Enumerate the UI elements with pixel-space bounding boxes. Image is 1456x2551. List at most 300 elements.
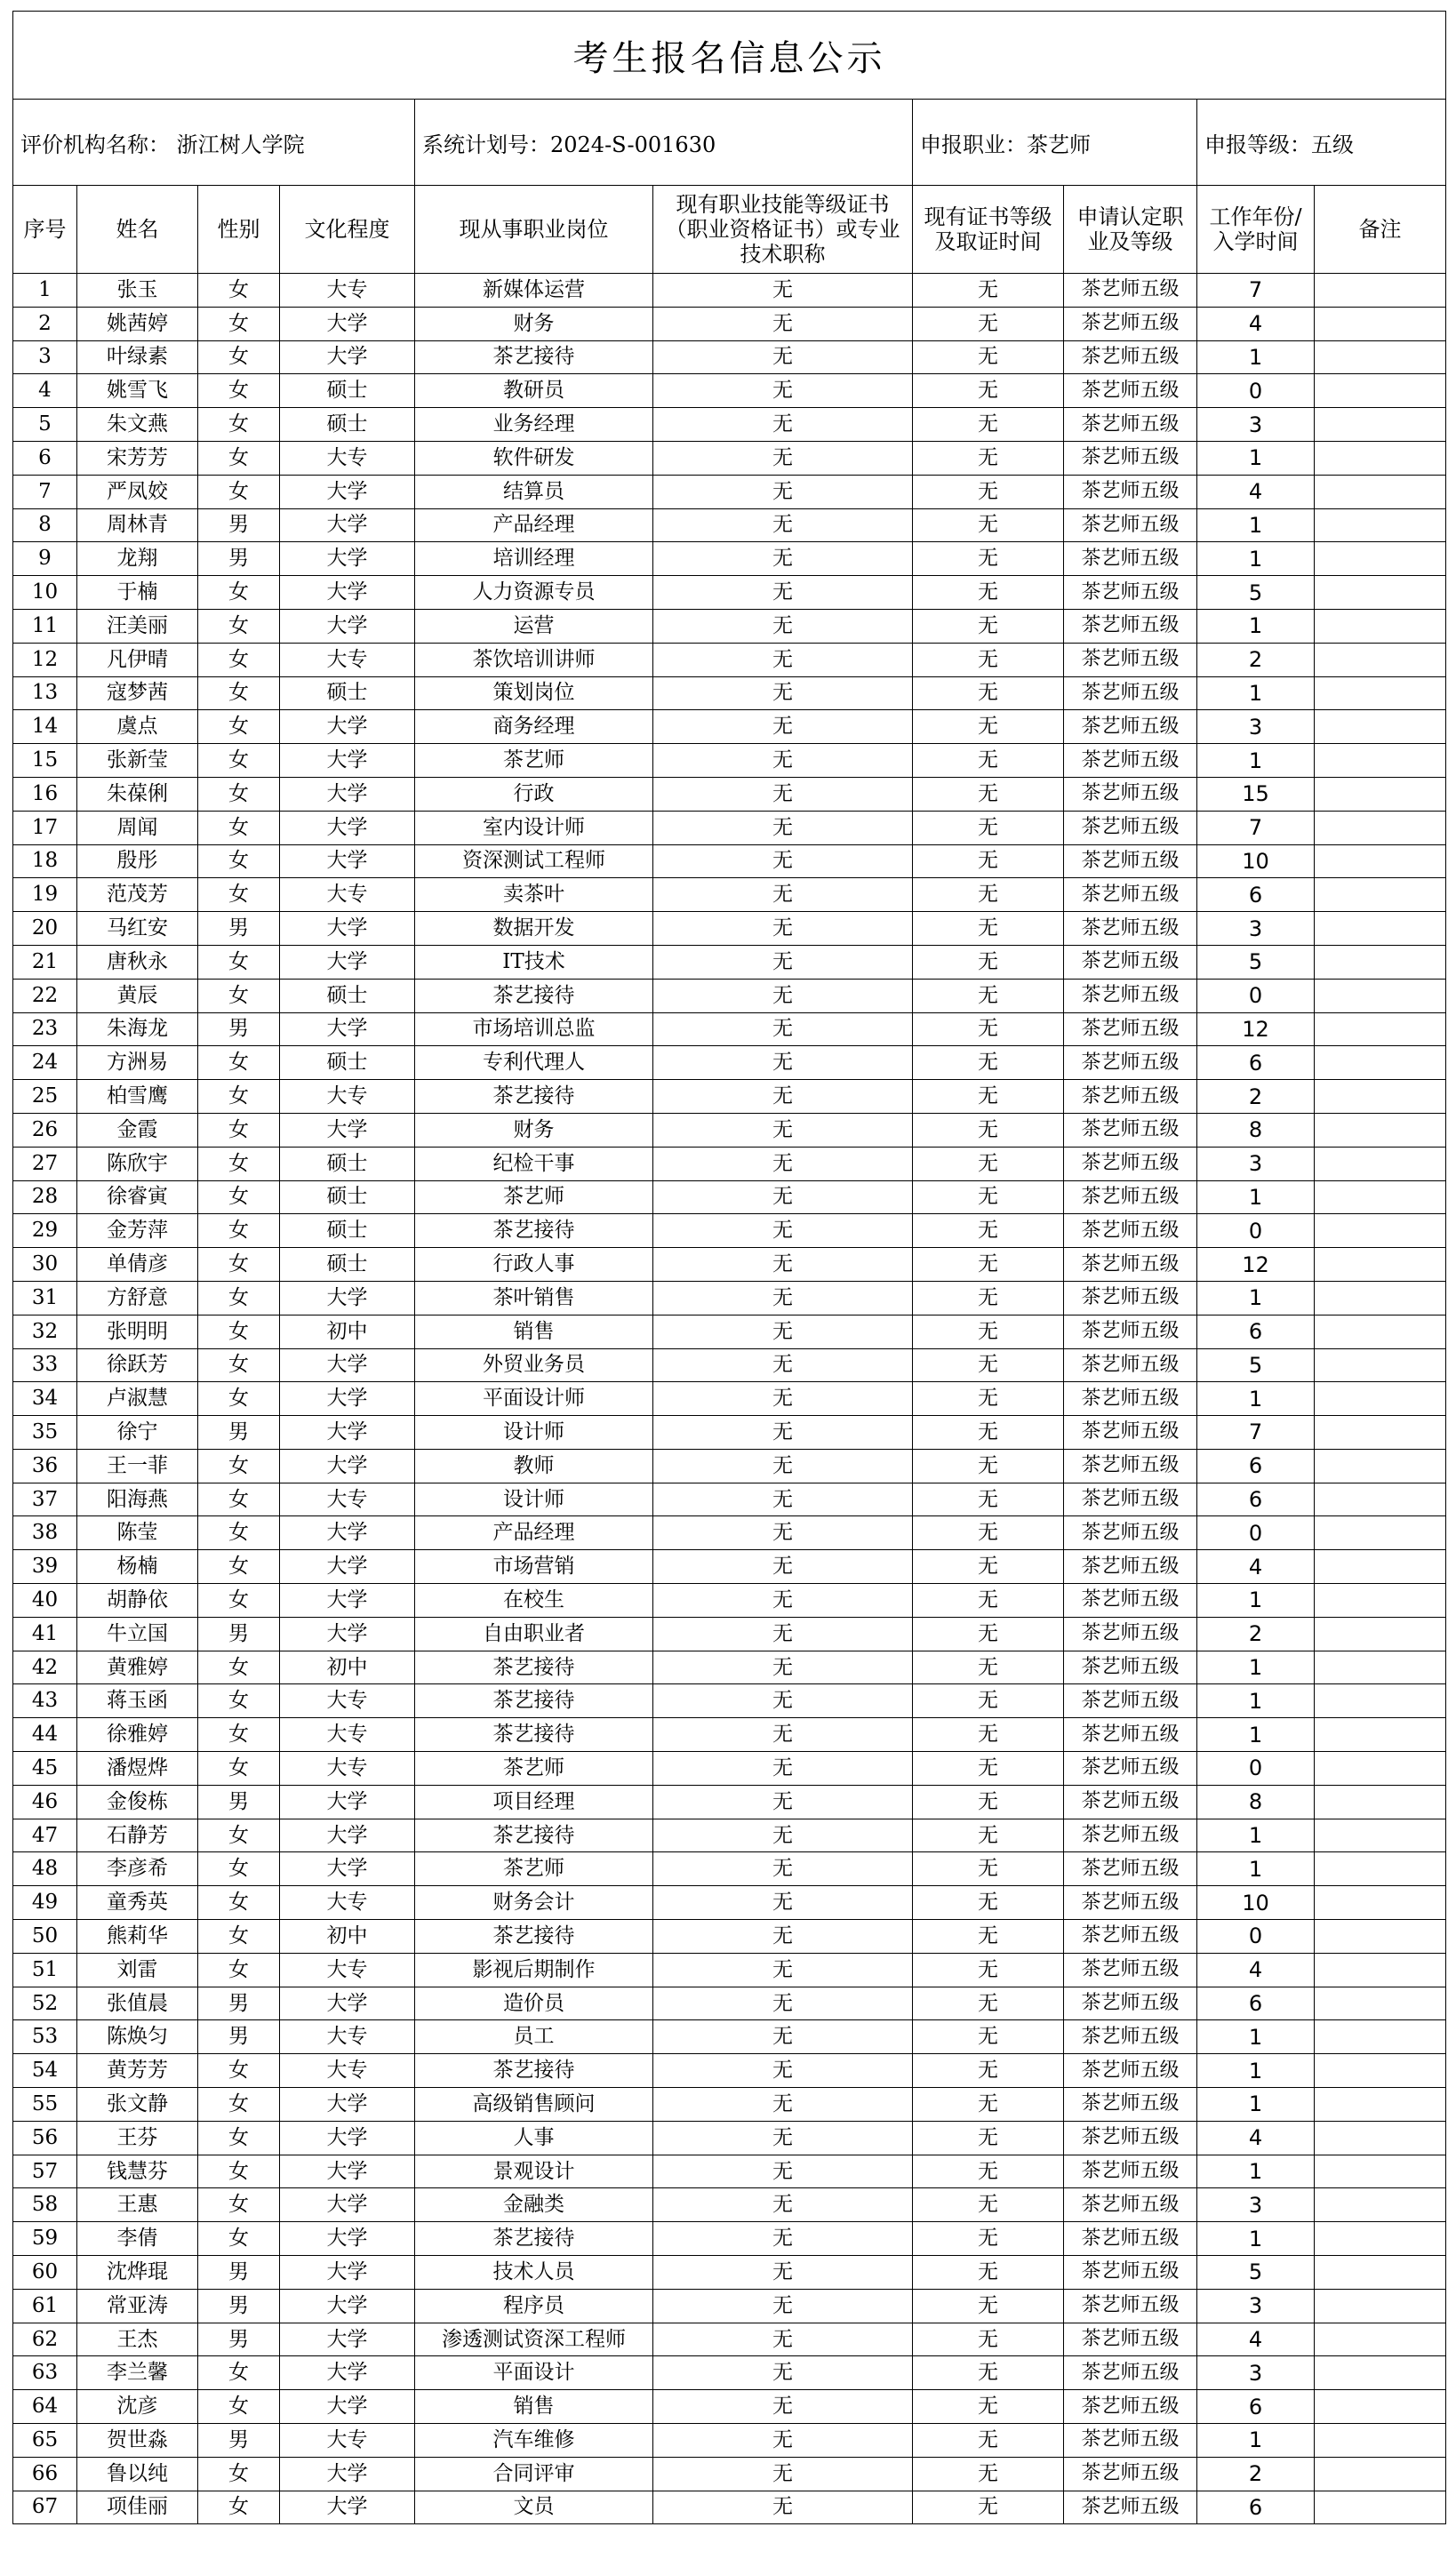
gender-cell: 女 [198,2088,280,2122]
remark-cell [1315,2390,1446,2424]
certificate-cell: 无 [653,811,913,844]
certificate-cell: 无 [653,2457,913,2491]
certificate-time-cell: 无 [913,1617,1064,1651]
education-cell: 大学 [280,811,415,844]
education-cell: 硕士 [280,374,415,408]
remark-cell [1315,2424,1446,2458]
certificate-cell: 无 [653,1651,913,1684]
certificate-time-cell: 无 [913,2020,1064,2054]
certificate-cell: 无 [653,1080,913,1114]
certificate-cell: 无 [653,2289,913,2323]
table-row [13,576,1446,610]
gender-cell: 女 [198,475,280,508]
seq-cell: 27 [13,1147,77,1180]
job-cell: 茶艺接待 [415,1080,653,1114]
job-cell: 教师 [415,1449,653,1483]
certificate-cell: 无 [653,1684,913,1718]
certificate-time-cell: 无 [913,1449,1064,1483]
table-row [13,1617,1446,1651]
education-cell: 初中 [280,1315,415,1348]
job-cell: 设计师 [415,1416,653,1450]
job-cell: 汽车维修 [415,2424,653,2458]
gender-cell: 男 [198,1987,280,2020]
remark-cell [1315,1483,1446,1516]
gender-cell: 女 [198,1852,280,1886]
seq-cell: 2 [13,307,77,340]
applied-level-cell: 茶艺师五级 [1064,441,1197,475]
gender-cell: 女 [198,1449,280,1483]
applied-level-cell: 茶艺师五级 [1064,643,1197,676]
seq-cell: 11 [13,609,77,643]
remark-cell [1315,1516,1446,1550]
certificate-cell: 无 [653,1449,913,1483]
years-cell: 4 [1197,307,1315,340]
certificate-time-cell: 无 [913,1987,1064,2020]
table-row [13,1012,1446,1046]
certificate-cell: 无 [653,1819,913,1852]
table-row [13,1113,1446,1147]
gender-cell: 女 [198,878,280,912]
gender-cell: 女 [198,2222,280,2256]
education-cell: 大专 [280,1684,415,1718]
remark-cell [1315,1684,1446,1718]
certificate-time-cell: 无 [913,1012,1064,1046]
gender-cell: 男 [198,1785,280,1819]
education-cell: 初中 [280,1920,415,1954]
table-row [13,844,1446,878]
certificate-time-cell: 无 [913,1752,1064,1786]
certificate-cell: 无 [653,1382,913,1416]
remark-cell [1315,676,1446,710]
applied-level-cell: 茶艺师五级 [1064,1752,1197,1786]
certificate-time-cell: 无 [913,744,1064,778]
table-row [13,643,1446,676]
years-cell: 6 [1197,1987,1315,2020]
gender-cell: 女 [198,274,280,308]
applied-level-cell: 茶艺师五级 [1064,2323,1197,2356]
certificate-time-cell: 无 [913,1852,1064,1886]
education-cell: 大学 [280,744,415,778]
education-cell: 大学 [280,777,415,811]
seq-cell: 44 [13,1718,77,1752]
certificate-cell: 无 [653,441,913,475]
certificate-time-cell: 无 [913,2323,1064,2356]
seq-cell: 59 [13,2222,77,2256]
seq-cell: 42 [13,1651,77,1684]
years-cell: 1 [1197,744,1315,778]
years-cell: 3 [1197,2356,1315,2390]
gender-cell: 女 [198,307,280,340]
name-cell: 唐秋永 [77,945,198,979]
table-row [13,441,1446,475]
applied-level-cell: 茶艺师五级 [1064,1886,1197,1920]
table-row [13,542,1446,576]
years-cell: 5 [1197,2256,1315,2290]
applied-level-cell: 茶艺师五级 [1064,508,1197,542]
seq-cell: 58 [13,2188,77,2222]
certificate-time-cell: 无 [913,2155,1064,2188]
table-row [13,2222,1446,2256]
table-row [13,1684,1446,1718]
certificate-time-cell: 无 [913,2256,1064,2290]
certificate-time-cell: 无 [913,2054,1064,2088]
gender-cell: 女 [198,1315,280,1348]
years-cell: 4 [1197,475,1315,508]
applied-level-cell: 茶艺师五级 [1064,1718,1197,1752]
remark-cell [1315,1550,1446,1584]
header-education: 文化程度 [280,186,415,274]
certificate-cell: 无 [653,1987,913,2020]
certificate-time-cell: 无 [913,1416,1064,1450]
certificate-time-cell: 无 [913,811,1064,844]
education-cell: 大学 [280,576,415,610]
certificate-time-cell: 无 [913,340,1064,374]
education-cell: 硕士 [280,408,415,442]
job-cell: 人事 [415,2121,653,2155]
remark-cell [1315,2222,1446,2256]
education-cell: 大学 [280,1416,415,1450]
gender-cell: 男 [198,542,280,576]
table-row [13,2424,1446,2458]
remark-cell [1315,1584,1446,1618]
table-row [13,1348,1446,1382]
table-row [13,1920,1446,1954]
table-row [13,1953,1446,1987]
certificate-time-cell: 无 [913,609,1064,643]
remark-cell [1315,811,1446,844]
years-cell: 1 [1197,609,1315,643]
job-cell: 室内设计师 [415,811,653,844]
name-cell: 柏雪鹰 [77,1080,198,1114]
job-cell: 茶艺接待 [415,2222,653,2256]
certificate-time-cell: 无 [913,1819,1064,1852]
seq-cell: 7 [13,475,77,508]
certificate-time-cell: 无 [913,2222,1064,2256]
certificate-time-cell: 无 [913,945,1064,979]
name-cell: 张明明 [77,1315,198,1348]
applied-level-cell: 茶艺师五级 [1064,945,1197,979]
education-cell: 大专 [280,1483,415,1516]
education-cell: 大学 [280,1584,415,1618]
job-cell: 茶艺接待 [415,1214,653,1248]
job-cell: 人力资源专员 [415,576,653,610]
certificate-time-cell: 无 [913,475,1064,508]
certificate-cell: 无 [653,2155,913,2188]
job-cell: 茶艺接待 [415,1819,653,1852]
info-row [13,100,1446,186]
applied-level-cell: 茶艺师五级 [1064,2054,1197,2088]
job-cell: 教研员 [415,374,653,408]
remark-cell [1315,1012,1446,1046]
header-name: 姓名 [77,186,198,274]
table-row [13,2256,1446,2290]
certificate-time-cell: 无 [913,777,1064,811]
job-cell: 茶艺接待 [415,1920,653,1954]
seq-cell: 64 [13,2390,77,2424]
table-row [13,1785,1446,1819]
job-cell: 茶艺师 [415,1180,653,1214]
job-cell: 在校生 [415,1584,653,1618]
table-row [13,2155,1446,2188]
remark-cell [1315,945,1446,979]
job-cell: 纪检干事 [415,1147,653,1180]
certificate-time-cell: 无 [913,1046,1064,1080]
name-cell: 潘煜烨 [77,1752,198,1786]
job-cell: 平面设计师 [415,1382,653,1416]
gender-cell: 女 [198,1920,280,1954]
name-cell: 寇梦茜 [77,676,198,710]
seq-cell: 16 [13,777,77,811]
years-cell: 3 [1197,710,1315,744]
remark-cell [1315,1080,1446,1114]
education-cell: 大学 [280,2155,415,2188]
education-cell: 大学 [280,1987,415,2020]
job-cell: 外贸业务员 [415,1348,653,1382]
remark-cell [1315,1886,1446,1920]
table-row [13,1248,1446,1282]
remark-cell [1315,979,1446,1012]
seq-cell: 35 [13,1416,77,1450]
remark-cell [1315,1416,1446,1450]
table-row [13,878,1446,912]
gender-cell: 男 [198,1617,280,1651]
remark-cell [1315,2020,1446,2054]
education-cell: 大专 [280,1752,415,1786]
applied-level-cell: 茶艺师五级 [1064,844,1197,878]
years-cell: 4 [1197,2121,1315,2155]
name-cell: 项佳丽 [77,2491,198,2524]
education-cell: 大专 [280,2054,415,2088]
education-cell: 大学 [280,2289,415,2323]
applied-level-cell: 茶艺师五级 [1064,274,1197,308]
job-cell: 运营 [415,609,653,643]
certificate-cell: 无 [653,2222,913,2256]
seq-cell: 65 [13,2424,77,2458]
applied-level-cell: 茶艺师五级 [1064,1987,1197,2020]
certificate-cell: 无 [653,1617,913,1651]
name-cell: 叶绿素 [77,340,198,374]
table-row [13,2088,1446,2122]
job-cell: 卖茶叶 [415,878,653,912]
gender-cell: 男 [198,508,280,542]
seq-cell: 34 [13,1382,77,1416]
education-cell: 大学 [280,475,415,508]
remark-cell [1315,844,1446,878]
certificate-cell: 无 [653,1046,913,1080]
name-cell: 周闻 [77,811,198,844]
certificate-cell: 无 [653,1416,913,1450]
education-cell: 大学 [280,307,415,340]
certificate-time-cell: 无 [913,1550,1064,1584]
name-cell: 卢淑慧 [77,1382,198,1416]
table-row [13,2289,1446,2323]
certificate-time-cell: 无 [913,912,1064,946]
table-row [13,2020,1446,2054]
certificate-time-cell: 无 [913,307,1064,340]
applied-level-cell: 茶艺师五级 [1064,1382,1197,1416]
remark-cell [1315,2256,1446,2290]
applied-level-cell: 茶艺师五级 [1064,307,1197,340]
table-row [13,1315,1446,1348]
remark-cell [1315,1382,1446,1416]
remark-cell [1315,1920,1446,1954]
education-cell: 硕士 [280,1248,415,1282]
applied-level-cell: 茶艺师五级 [1064,1953,1197,1987]
years-cell: 3 [1197,408,1315,442]
certificate-time-cell: 无 [913,1315,1064,1348]
name-cell: 李倩 [77,2222,198,2256]
certificate-cell: 无 [653,408,913,442]
remark-cell [1315,609,1446,643]
job-cell: 金融类 [415,2188,653,2222]
certificate-time-cell: 无 [913,1516,1064,1550]
applied-level-cell: 茶艺师五级 [1064,1080,1197,1114]
education-cell: 大学 [280,912,415,946]
gender-cell: 女 [198,1886,280,1920]
remark-cell [1315,340,1446,374]
name-cell: 虞点 [77,710,198,744]
certificate-cell: 无 [653,1180,913,1214]
name-cell: 王一菲 [77,1449,198,1483]
applied-level-cell: 茶艺师五级 [1064,2491,1197,2524]
table-row [13,1987,1446,2020]
gender-cell: 女 [198,609,280,643]
years-cell: 8 [1197,1785,1315,1819]
gender-cell: 女 [198,441,280,475]
remark-cell [1315,2323,1446,2356]
gender-cell: 女 [198,2390,280,2424]
years-cell: 7 [1197,274,1315,308]
seq-cell: 10 [13,576,77,610]
job-cell: 平面设计 [415,2356,653,2390]
education-cell: 大专 [280,643,415,676]
seq-cell: 1 [13,274,77,308]
education-cell: 大学 [280,1281,415,1315]
seq-cell: 36 [13,1449,77,1483]
seq-cell: 25 [13,1080,77,1114]
years-cell: 12 [1197,1012,1315,1046]
certificate-time-cell: 无 [913,576,1064,610]
remark-cell [1315,1953,1446,1987]
certificate-cell: 无 [653,2424,913,2458]
certificate-time-cell: 无 [913,408,1064,442]
applied-level-cell: 茶艺师五级 [1064,1584,1197,1618]
certificate-cell: 无 [653,576,913,610]
remark-cell [1315,1315,1446,1348]
header-applied-level: 申请认定职业及等级 [1064,186,1197,274]
table-row [13,1584,1446,1618]
job-cell: 景观设计 [415,2155,653,2188]
years-cell: 15 [1197,777,1315,811]
table-row [13,475,1446,508]
gender-cell: 女 [198,1550,280,1584]
years-cell: 2 [1197,2457,1315,2491]
seq-cell: 3 [13,340,77,374]
table-row [13,1214,1446,1248]
gender-cell: 女 [198,408,280,442]
applied-level-cell: 茶艺师五级 [1064,912,1197,946]
years-cell: 1 [1197,2054,1315,2088]
job-cell: 茶艺接待 [415,1718,653,1752]
remark-cell [1315,374,1446,408]
name-cell: 胡静依 [77,1584,198,1618]
name-cell: 李兰馨 [77,2356,198,2390]
gender-cell: 女 [198,1752,280,1786]
seq-cell: 4 [13,374,77,408]
remark-cell [1315,2121,1446,2155]
applied-level-cell: 茶艺师五级 [1064,979,1197,1012]
applied-level-cell: 茶艺师五级 [1064,710,1197,744]
certificate-time-cell: 无 [913,542,1064,576]
job-cell: 行政 [415,777,653,811]
job-cell: IT技术 [415,945,653,979]
applied-level-cell: 茶艺师五级 [1064,1046,1197,1080]
name-cell: 鲁以纯 [77,2457,198,2491]
years-cell: 1 [1197,2155,1315,2188]
certificate-cell: 无 [653,1348,913,1382]
gender-cell: 女 [198,676,280,710]
years-cell: 0 [1197,1752,1315,1786]
years-cell: 0 [1197,1516,1315,1550]
certificate-time-cell: 无 [913,274,1064,308]
years-cell: 1 [1197,1718,1315,1752]
certificate-time-cell: 无 [913,844,1064,878]
years-cell: 12 [1197,1248,1315,1282]
seq-cell: 47 [13,1819,77,1852]
table-row [13,2390,1446,2424]
certificate-cell: 无 [653,2020,913,2054]
gender-cell: 女 [198,1483,280,1516]
certificate-time-cell: 无 [913,1953,1064,1987]
gender-cell: 女 [198,1214,280,1248]
gender-cell: 女 [198,374,280,408]
certificate-cell: 无 [653,1248,913,1282]
seq-cell: 50 [13,1920,77,1954]
education-cell: 大学 [280,2188,415,2222]
applied-level-cell: 茶艺师五级 [1064,609,1197,643]
table-row [13,408,1446,442]
job-cell: 茶艺师 [415,744,653,778]
name-cell: 李彦希 [77,1852,198,1886]
job-cell: 产品经理 [415,1516,653,1550]
remark-cell [1315,878,1446,912]
name-cell: 钱慧芬 [77,2155,198,2188]
certificate-cell: 无 [653,1584,913,1618]
certificate-time-cell: 无 [913,2424,1064,2458]
applied-level-cell: 茶艺师五级 [1064,1012,1197,1046]
remark-cell [1315,1113,1446,1147]
certificate-cell: 无 [653,1483,913,1516]
job-cell: 行政人事 [415,1248,653,1282]
applied-level-cell: 茶艺师五级 [1064,744,1197,778]
remark-cell [1315,1248,1446,1282]
certificate-cell: 无 [653,777,913,811]
certificate-cell: 无 [653,1012,913,1046]
header-job: 现从事职业岗位 [415,186,653,274]
certificate-time-cell: 无 [913,1281,1064,1315]
certificate-time-cell: 无 [913,1718,1064,1752]
name-cell: 陈欣宇 [77,1147,198,1180]
name-cell: 陈莹 [77,1516,198,1550]
remark-cell [1315,2155,1446,2188]
years-cell: 7 [1197,811,1315,844]
education-cell: 大专 [280,1886,415,1920]
certificate-time-cell: 无 [913,1180,1064,1214]
seq-cell: 14 [13,710,77,744]
table-row [13,1886,1446,1920]
name-cell: 沈烨琨 [77,2256,198,2290]
name-cell: 蒋玉函 [77,1684,198,1718]
